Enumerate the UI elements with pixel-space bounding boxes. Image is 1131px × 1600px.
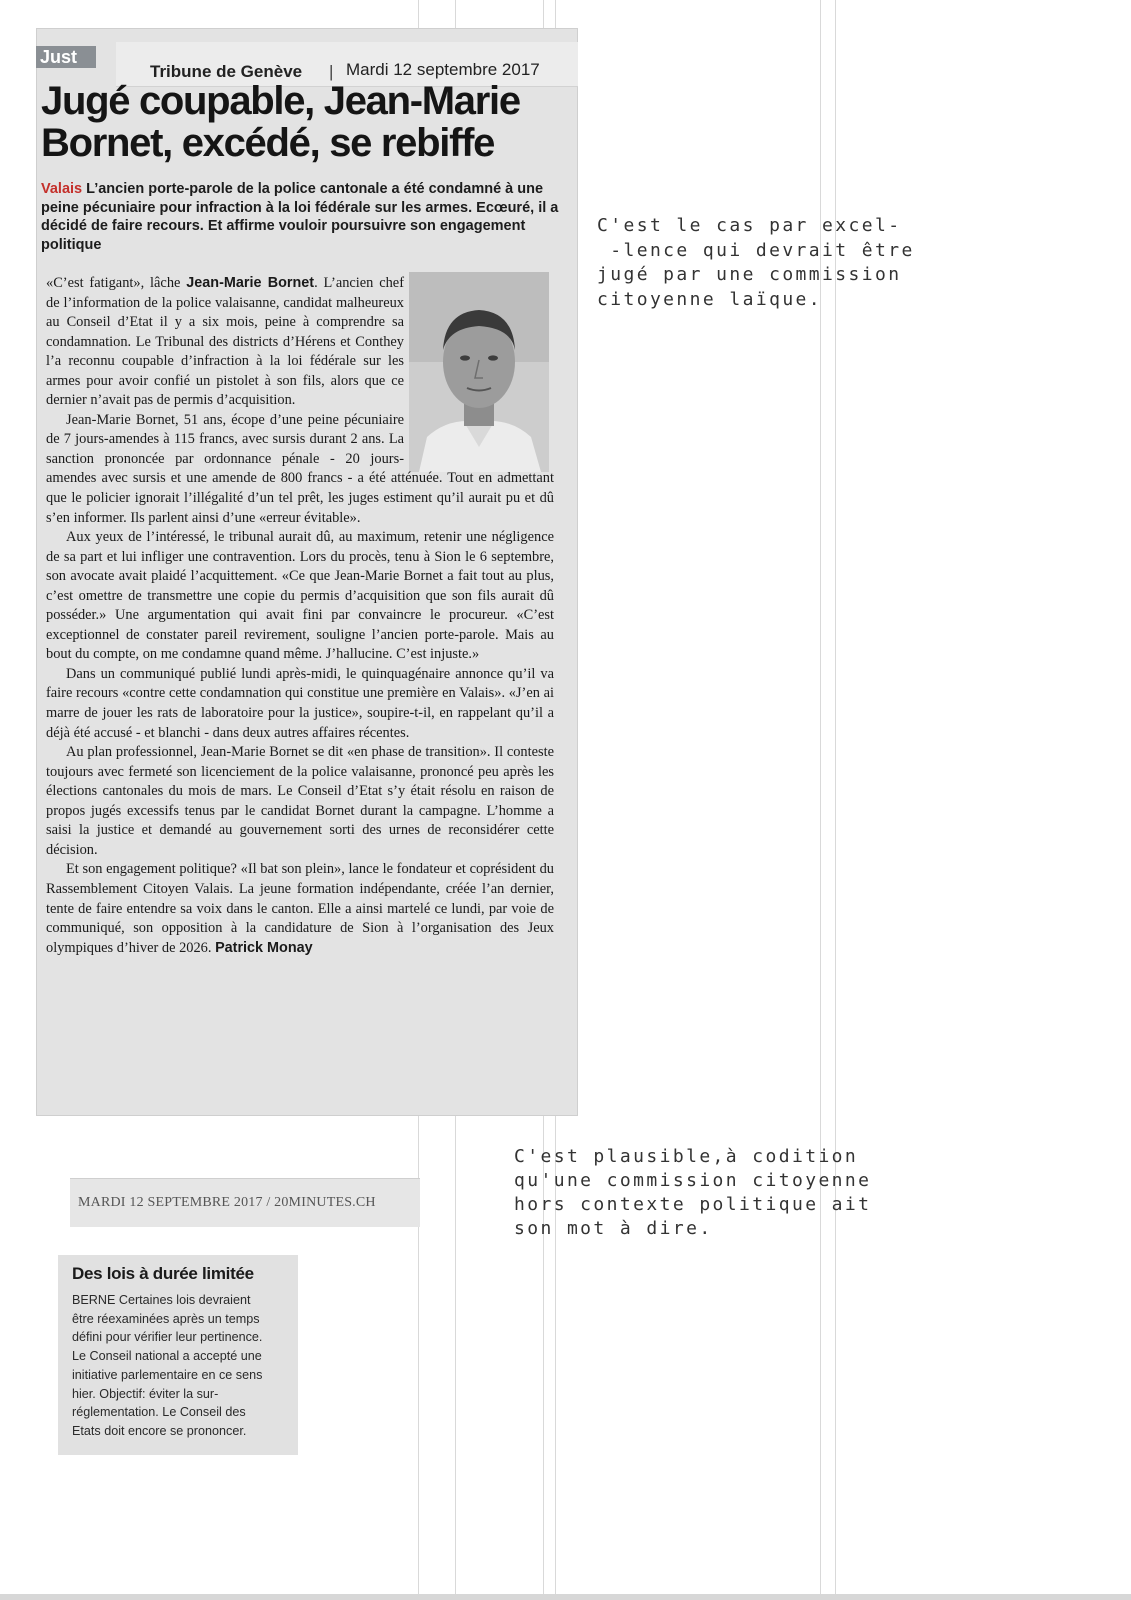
masthead-separator: | (329, 62, 334, 81)
brief-line: Etats doit encore se prononcer. (72, 1423, 247, 1438)
brief-line: être réexaminées après un temps (72, 1311, 260, 1326)
article-lead (41, 180, 561, 254)
brief-line: défini pour vérifier leur pertinence. (72, 1330, 263, 1345)
article-paragraph: Dans un communiqué publié lundi après-midi, le quinquagénaire annonce qu’il va faire recours «contre cette condamnation qui constitue une première en Valais». «J’en ai marre de jouer les rats de laboratoire pour la justice», soupire-t-il, en rappelant qu’il a déjà été accusé - et blanchi - dans deux autres affaires récentes. (46, 665, 554, 741)
article-paragraph: «C’est fatigant», lâche Jean-Marie Bornet. L’ancien chef de l’information de la police valaisanne, candidat malheureux au Conseil d’Etat il y a six mois, peine à comprendre sa condamnation. Le Tribunal des districts d’Hérens et Conthey l’a reconnu coupable d’infraction à la loi fédérale sur les armes pour avoir confié un pistolet à son fils, alors que ce dernier n’avait pas de permis d’acquisition. (46, 275, 404, 409)
typed-note-2: C'est plausible,à codition qu'une commission citoyenne hors contexte politique ait son mot à dire. (514, 1146, 872, 1239)
article-paragraph: Au plan professionnel, Jean-Marie Bornet se dit «en phase de transition». Il conteste toujours avec fermeté son licenciement de la police valaisanne, prononcé peu après les élections cantonales du mois de mars. Le Conseil d’Etat s’y était résolu en raison de propos jugés excessifs tenus par le candidat Bornet durant la campagne. L’homme a saisi la justice et demandé au gouvernement sorti des urnes de reconsidérer cette décision. (46, 744, 554, 858)
brief-line: réglementation. Le Conseil des (72, 1405, 246, 1420)
article-body (46, 274, 554, 958)
brief-line: initiative parlementaire en ce sens (72, 1367, 263, 1382)
lead-kicker: Valais (41, 181, 83, 197)
brief-clipping (58, 1255, 298, 1455)
article-headline: Jugé coupable, Jean-Marie Bornet, excédé, se rebiffe (41, 79, 520, 165)
publication-name: Tribune de Genève (150, 62, 303, 81)
article-signature: Patrick Monay (215, 939, 313, 956)
article-paragraph: Aux yeux de l’intéressé, le tribunal aurait dû, au maximum, retenir une négligence de sa part et lui infliger une contravention. Lors du procès, tenu à Sion le 6 septembre, son avocate avait plaidé l’acquittement. «Ce que Jean-Marie Bornet a fait tout au plus, c’est omettre de transmettre une copie du permis d’acquisition que son fils aurait dû posséder.» Une argumentation qui avait fini par convaincre le procureur. «C’est exceptionnel de constater pareil revirement, souligne l’ancien porte-parole. Mais au bout du compte, on me condamne quand même. J’hallucine. C’est injuste.» (46, 529, 554, 663)
article-paragraph: Et son engagement politique? «Il bat son plein», lance le fondateur et coprésident du Rassemblement Citoyen Valais. La jeune formation indépendante, créée l’an dernier, tente de faire entendre sa voix dans le canton. Elle a ainsi martelé ce lundi, par voie de communiqué, son opposition à la candidature de Sion à l’organisation des Jeux olympiques d’hiver de 2026. Patrick Monay (46, 861, 554, 956)
brief-line: Le Conseil national a accepté une (72, 1349, 262, 1364)
brief-dateline: MARDI 12 SEPTEMBRE 2017 / 20MINUTES.CH (78, 1195, 376, 1210)
brief-title: Des lois à durée limitée (72, 1264, 254, 1283)
scan-edge (0, 1594, 1131, 1600)
article-clipping (36, 28, 578, 1116)
article-paragraph: Jean-Marie Bornet, 51 ans, écope d’une peine pécuniaire de 7 jours-amendes à 115 francs, avec sursis durant 2 ans. La sanction prononcée par ordonnance pénale - 20 jours-amendes avec sursis et une amende de 800 francs - a été atténuée. Tout en admettant que le policier ignorait l’illégalité d’un tel prêt, les juges estiment qu’il aurait pu et dû s’en informer. Ils parlent ainsi d’une «erreur évitable». (46, 411, 554, 526)
brief-line: BERNE Certaines lois devraient (72, 1293, 251, 1307)
person-name: Jean-Marie Bornet (186, 275, 315, 291)
brief-line: hier. Objectif: éviter la sur- (72, 1386, 219, 1401)
lead-text: L’ancien porte-parole de la police cantonale a été condamné à une peine pécuniaire pour infraction à la loi fédérale sur les armes. Ecœuré, il a décidé de faire recours. Et affirme vouloir poursuivre son engagement politique (41, 181, 559, 253)
publication-date: Mardi 12 septembre 2017 (346, 60, 540, 79)
brief-body (72, 1291, 294, 1441)
brief-dateline-strip (70, 1178, 420, 1227)
section-tag: Just (36, 46, 96, 68)
typed-note-1: C'est le cas par excel- -lence qui devrait être jugé par une commission citoyenne laïque. (597, 215, 915, 310)
